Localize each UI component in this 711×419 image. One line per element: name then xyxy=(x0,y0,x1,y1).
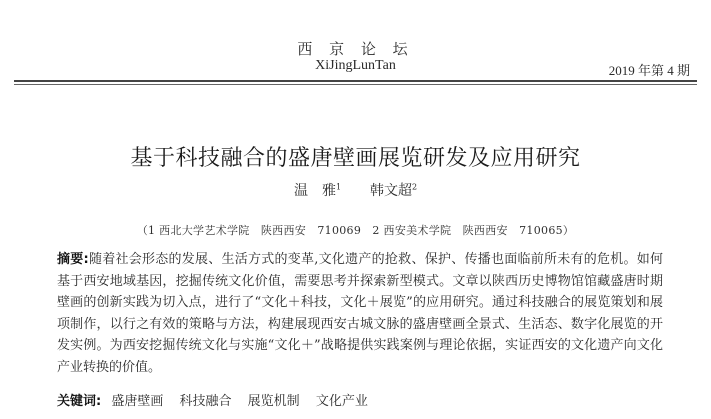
abstract-paragraph xyxy=(57,249,663,379)
abstract-label: 摘要: xyxy=(57,252,89,267)
affiliation-line: （1 西北大学艺术学院 陕西西安 710069 2 西安美术学院 陕西西安 710065） xyxy=(136,224,575,237)
author-affiliation-mark: 2 xyxy=(411,182,418,192)
issue-number: 2019 年第 4 期 xyxy=(608,63,690,78)
author-affiliation-mark: 1 xyxy=(335,182,342,192)
article-title: 基于科技融合的盛唐壁画展览研发及应用研究 xyxy=(130,146,581,171)
keyword-item: 盛唐壁画 xyxy=(111,394,164,409)
author-line xyxy=(0,180,711,200)
keyword-item: 文化产业 xyxy=(315,394,368,409)
author-name: 温 雅 xyxy=(293,183,336,199)
keyword-item: 展览机制 xyxy=(247,394,300,409)
author-name: 韩文超 xyxy=(369,183,412,199)
abstract-text: 随着社会形态的发展、生活方式的变革,文化遗产的抢救、保护、传播也面临前所未有的危机。如何基于西安地域基因，挖掘传统文化价值，需要思考并探索新型模式。文章以陕西历史博物馆馆藏盛唐时期壁画的创新实践为切入点，进行了“文化＋科技，文化＋展览”的应用研究。通过科技融合的展览策划和展项制作，以行之有效的策略与方法，构建展现西安古城文脉的盛唐壁画全景式、生活态、数字化展览的开发实例。为西安挖掘传统文化与实施“文化＋”战略提供实践案例与理论依据，实证西安的文化遗产向文化产业转换的价值。 xyxy=(57,252,664,375)
keyword-item: 科技融合 xyxy=(179,394,232,409)
journal-name-pinyin: XiJingLunTan xyxy=(315,58,396,73)
header-rule-thick xyxy=(14,80,697,82)
keywords-line xyxy=(57,390,663,409)
header-rule-thin xyxy=(14,84,697,85)
keywords-label: 关键词: xyxy=(57,394,102,409)
journal-name-chinese: 西 京 论 坛 xyxy=(297,40,414,58)
